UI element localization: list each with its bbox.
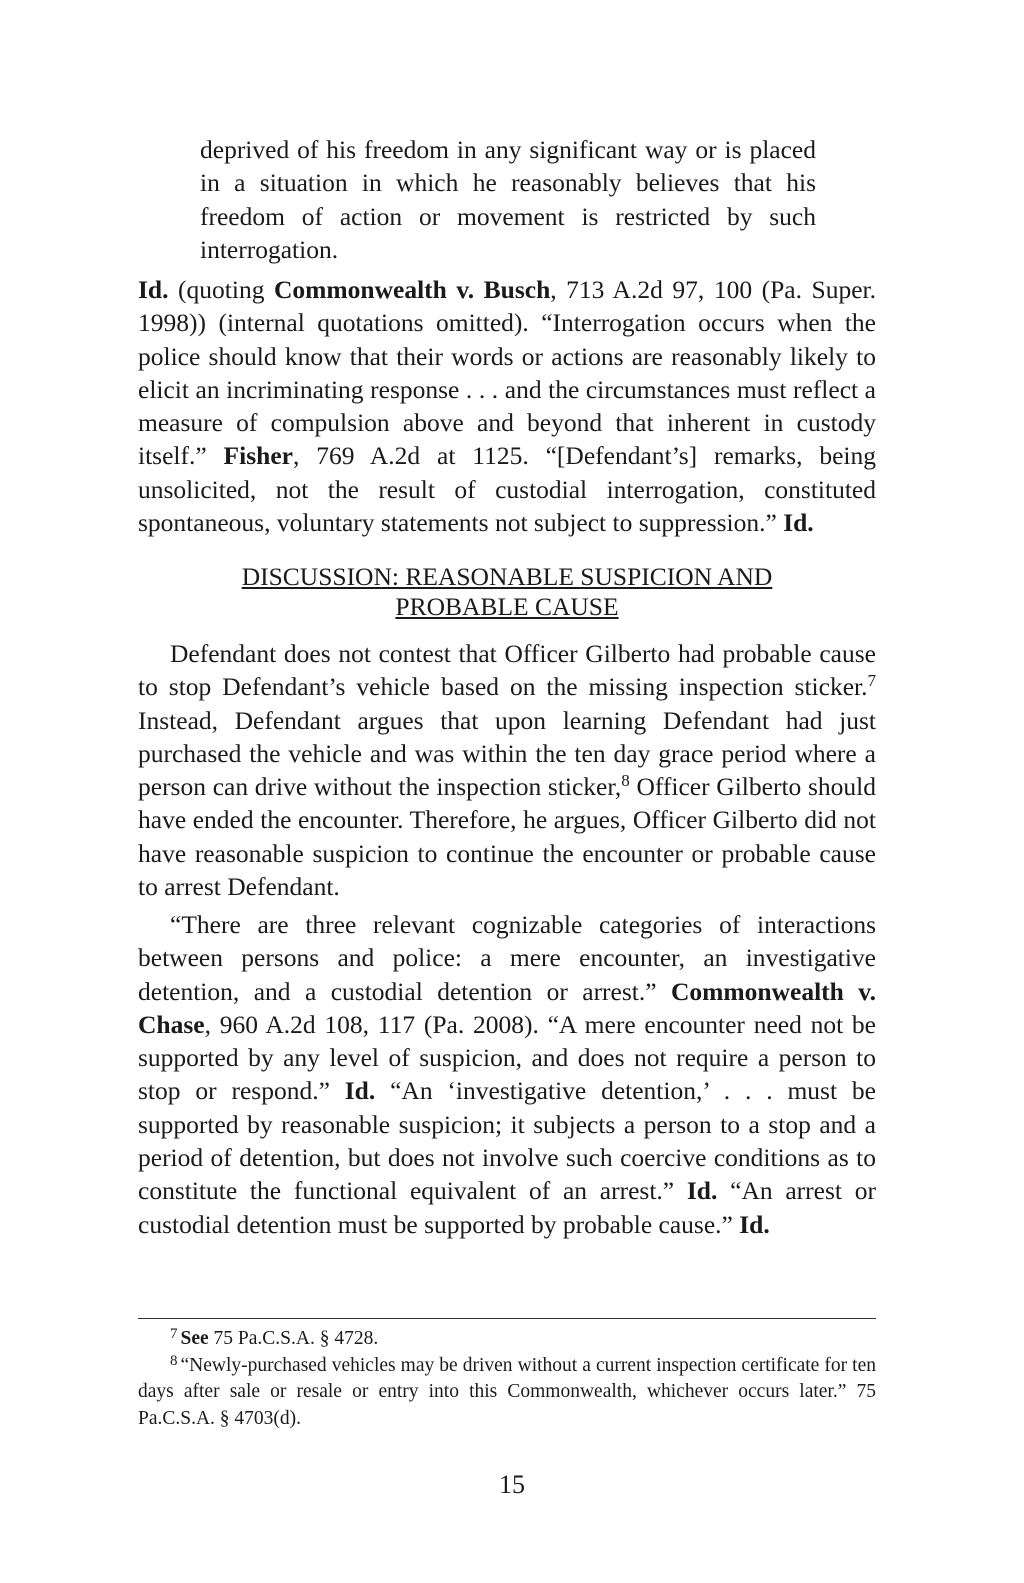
heading-line-1: DISCUSSION: REASONABLE SUSPICION AND [241, 562, 773, 591]
case-name: Commonwealth v. Chase [138, 976, 876, 1039]
heading-line-2: PROBABLE CAUSE [395, 592, 619, 621]
footnote-text: 75 Pa.C.S.A. § 4728. [208, 1328, 379, 1349]
paragraph-text [138, 908, 876, 1241]
footnote-number: 7 [170, 1326, 178, 1342]
paragraph-defendant-argument [138, 637, 876, 903]
section-heading [138, 562, 876, 622]
text-run: , 713 A.2d 97, 100 (Pa. Super. 1998)) (internal quotations omitted). “Interrogation occurs when the police should know that their words or actions are reasonably likely to elicit an incriminating response . . . and the circumstances must reflect a measure of compulsion above and beyond that inherent in custody itself.” [138, 275, 876, 471]
footnote-number: 8 [170, 1352, 178, 1369]
footnotes [138, 1326, 876, 1432]
footnote-7 [138, 1326, 876, 1353]
text-run: “An arrest or custodial detention must be supported by probable cause.” [138, 1176, 876, 1239]
paragraph-text [138, 273, 876, 539]
citation-id: Id. [686, 1176, 718, 1206]
case-name: Commonwealth v. Busch [274, 275, 551, 304]
text-run: Instead, Defendant argues that upon learning Defendant had just purchased the vehicle and was within the ten day grace period where a person can drive without the inspection sticker, [138, 705, 876, 802]
footnote-divider [138, 1318, 876, 1319]
citation-id: Id. [344, 1076, 376, 1106]
text-run: “An ‘investigative detention,’ . . . must be supported by reasonable suspicion; it subjects a person to a stop and a period of detention, but does not involve such coercive conditions as to constitute the functional equivalent of an arrest.” [138, 1076, 876, 1206]
text-run: (quoting [168, 275, 274, 304]
footnote-ref-7[interactable]: 7 [867, 671, 876, 691]
signal-see: See [180, 1328, 209, 1349]
text-run: , 960 A.2d 108, 117 (Pa. 2008). “A mere encounter need not be supported by any level of suspicion, and does not require a person to stop or respond.” [138, 1009, 876, 1106]
paragraph-three-categories [138, 908, 876, 1241]
block-quote: deprived of his freedom in any significant way or is placed in a situation in which he reasonably believes that his freedom of action or movement is restricted by such interrogation. [200, 135, 816, 264]
text-run: , 769 A.2d at 1125. “[Defendant’s] remarks, being unsolicited, not the result of custodial interrogation, constituted spontaneous, voluntary statements not subject to suppression.” [138, 441, 876, 538]
text-run: Officer Gilberto should have ended the encounter. Therefore, he argues, Officer Gilberto did not have reasonable suspicion to continue the encounter or probable cause to arrest Defendant. [138, 772, 876, 902]
footnote-text: “Newly-purchased vehicles may be driven without a current inspection certificate for ten days after sale or resale or entry into this Commonwealth, whichever occurs later.” 75 Pa.C.S.A. § 4703(d). [138, 1354, 876, 1429]
citation-id: Id. [739, 1209, 770, 1239]
page-number: 15 [499, 1470, 525, 1499]
paragraph-text [138, 637, 876, 903]
paragraph-custodial-interrogation [138, 273, 876, 539]
footnote-ref-8[interactable]: 8 [621, 771, 630, 791]
case-name: Fisher [223, 441, 293, 471]
footnote-8 [138, 1353, 876, 1433]
text-run: “There are three relevant cognizable categories of interactions between persons and police: a mere encounter, an investigative detention, and a custodial detention or arrest.” [138, 910, 876, 1006]
citation-id: Id. [783, 508, 814, 538]
citation-id: Id. [138, 275, 169, 304]
text-run: Defendant does not contest that Officer Gilberto had probable cause to stop Defendant’s vehicle based on the missing inspection sticker. [138, 639, 876, 702]
